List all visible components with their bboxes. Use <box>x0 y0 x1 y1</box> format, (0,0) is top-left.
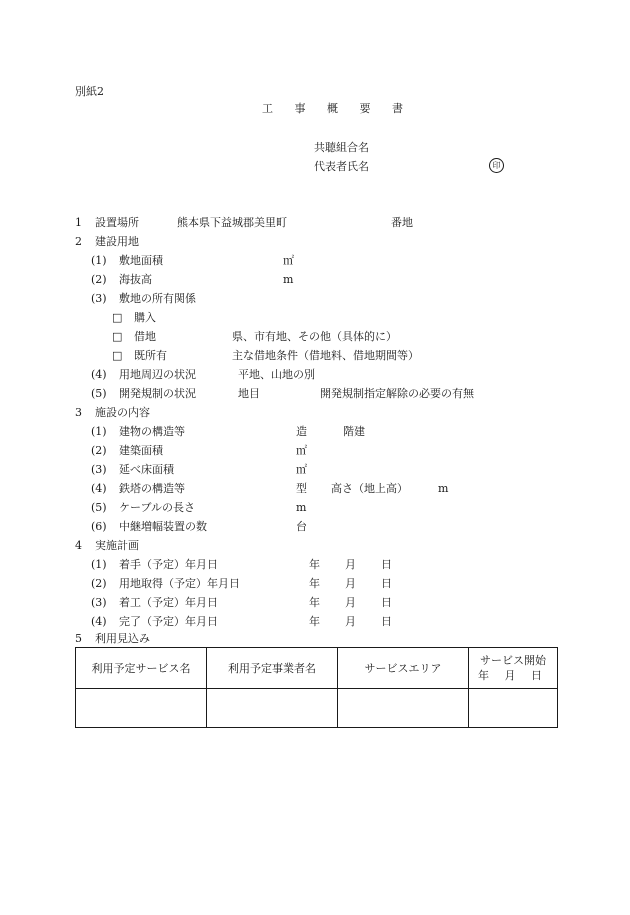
dev-regulation-label: 開発規制の状況 <box>119 387 196 400</box>
building-area-unit: ㎡ <box>296 444 307 457</box>
appendix-label: 別紙2 <box>75 85 104 98</box>
cable-length-label: ケーブルの長さ <box>119 501 196 514</box>
land-category-label: 地目 <box>238 387 260 400</box>
day-unit: 日 <box>381 596 392 609</box>
option-purchase-label: 購入 <box>134 311 156 324</box>
item-number: (6) <box>91 520 107 533</box>
item-number: (1) <box>91 558 107 571</box>
section-3-label: 施設の内容 <box>95 406 150 419</box>
amplifier-count-label: 中継増幅装置の数 <box>119 520 207 533</box>
table-cell[interactable] <box>469 689 558 728</box>
year-unit: 年 <box>309 577 320 590</box>
tower-structure-label: 鉄塔の構造等 <box>119 482 185 495</box>
site-address: 熊本県下益城郡美里町 <box>177 216 287 229</box>
building-floors-label: 階建 <box>343 425 365 438</box>
document-title: 工 事 概 要 書 <box>262 102 412 115</box>
option-owned-label: 既所有 <box>134 349 167 362</box>
table-cell[interactable] <box>76 689 207 728</box>
tower-height-label: 高さ（地上高） <box>331 482 408 495</box>
year-unit: 年 <box>309 558 320 571</box>
section-1-label: 設置場所 <box>95 216 139 229</box>
usage-table <box>75 647 558 728</box>
section-3-number: 3 <box>75 406 82 419</box>
checkbox-lease[interactable]: □ <box>112 330 123 343</box>
completion-date-label: 完了（予定）年月日 <box>119 615 218 628</box>
land-acquisition-date-label: 用地取得（予定）年月日 <box>119 577 240 590</box>
representative-name-label: 代表者氏名 <box>314 160 369 173</box>
item-number: (3) <box>91 463 107 476</box>
surroundings-value: 平地、山地の別 <box>238 368 315 381</box>
floor-area-label: 延べ床面積 <box>119 463 174 476</box>
item-number: (3) <box>91 596 107 609</box>
section-5-label: 利用見込み <box>95 632 150 645</box>
item-number: (5) <box>91 387 107 400</box>
elevation-unit: m <box>283 273 294 286</box>
item-number: (2) <box>91 444 107 457</box>
header-service-start-label: サービス開始 <box>480 654 546 667</box>
item-number: (1) <box>91 425 107 438</box>
month-unit: 月 <box>345 558 356 571</box>
ownership-label: 敷地の所有関係 <box>119 292 196 305</box>
item-number: (1) <box>91 254 107 267</box>
table-row <box>76 689 558 728</box>
building-structure-label: 建物の構造等 <box>119 425 185 438</box>
section-5-number: 5 <box>75 632 82 645</box>
table-cell[interactable] <box>207 689 338 728</box>
month-unit: 月 <box>345 577 356 590</box>
cable-length-unit: m <box>296 501 307 514</box>
month-unit: 月 <box>345 596 356 609</box>
section-4-label: 実施計画 <box>95 539 139 552</box>
surroundings-label: 用地周辺の状況 <box>119 368 196 381</box>
day-unit: 日 <box>381 558 392 571</box>
checkbox-purchase[interactable]: □ <box>112 311 123 324</box>
site-area-label: 敷地面積 <box>119 254 163 267</box>
table-header-row <box>76 648 558 689</box>
tower-height-unit: m <box>438 482 449 495</box>
day-unit: 日 <box>381 615 392 628</box>
elevation-label: 海抜高 <box>119 273 152 286</box>
dev-regulation-extra: 開発規制指定解除の必要の有無 <box>320 387 474 400</box>
section-2-label: 建設用地 <box>95 235 139 248</box>
header-service-start <box>469 648 558 689</box>
section-2-number: 2 <box>75 235 82 248</box>
item-number: (2) <box>91 577 107 590</box>
tower-type-unit: 型 <box>296 482 307 495</box>
banchi-label: 番地 <box>391 216 413 229</box>
day-unit: 日 <box>381 577 392 590</box>
lease-note: 県、市有地、その他（具体的に） <box>232 330 397 343</box>
header-service-area: サービスエリア <box>338 648 469 689</box>
year-unit: 年 <box>309 615 320 628</box>
option-lease-label: 借地 <box>134 330 156 343</box>
item-number: (3) <box>91 292 107 305</box>
building-structure-unit: 造 <box>296 425 307 438</box>
month-unit: 月 <box>345 615 356 628</box>
year-unit: 年 <box>309 596 320 609</box>
item-number: (4) <box>91 615 107 628</box>
item-number: (5) <box>91 501 107 514</box>
seal-mark: 印 <box>489 158 504 173</box>
section-4-number: 4 <box>75 539 82 552</box>
floor-area-unit: ㎡ <box>296 463 307 476</box>
section-1-number: 1 <box>75 216 82 229</box>
header-service-start-date-units: 年 月 日 <box>478 669 548 682</box>
construction-start-date-label: 着工（予定）年月日 <box>119 596 218 609</box>
item-number: (4) <box>91 368 107 381</box>
header-service-name: 利用予定サービス名 <box>76 648 207 689</box>
item-number: (2) <box>91 273 107 286</box>
checkbox-owned[interactable]: □ <box>112 349 123 362</box>
header-provider-name: 利用予定事業者名 <box>207 648 338 689</box>
owned-note: 主な借地条件（借地料、借地期間等） <box>232 349 419 362</box>
item-number: (4) <box>91 482 107 495</box>
building-area-label: 建築面積 <box>119 444 163 457</box>
amplifier-count-unit: 台 <box>296 520 307 533</box>
union-name-label: 共聴組合名 <box>314 141 369 154</box>
site-area-unit: ㎡ <box>283 254 294 267</box>
start-date-label: 着手（予定）年月日 <box>119 558 218 571</box>
table-cell[interactable] <box>338 689 469 728</box>
